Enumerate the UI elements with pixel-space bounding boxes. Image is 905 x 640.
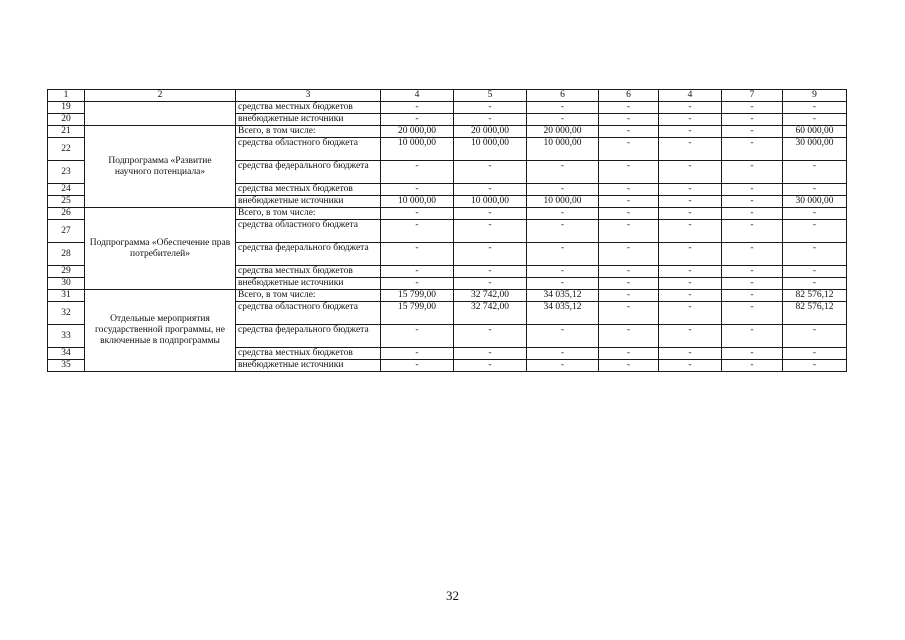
amount-cell: - — [527, 161, 599, 184]
amount-cell: 10 000,00 — [527, 138, 599, 161]
amount-cell: 20 000,00 — [527, 126, 599, 138]
amount-cell: - — [783, 161, 847, 184]
amount-cell: - — [454, 243, 527, 266]
amount-cell: - — [381, 266, 454, 278]
funding-source-cell: средства федерального бюджета — [236, 161, 381, 184]
amount-cell: - — [381, 161, 454, 184]
row-number-cell: 29 — [48, 266, 85, 278]
amount-cell: - — [381, 102, 454, 114]
funding-source-cell: внебюджетные источники — [236, 278, 381, 290]
amount-cell: - — [454, 102, 527, 114]
funding-source-cell: средства местных бюджетов — [236, 266, 381, 278]
program-name-cell: Отдельные мероприятия государственной программы, не включенные в подпрограммы — [85, 290, 236, 372]
amount-cell: - — [527, 348, 599, 360]
funding-source-cell: Всего, в том числе: — [236, 208, 381, 220]
amount-cell: - — [722, 102, 783, 114]
amount-cell: 20 000,00 — [381, 126, 454, 138]
amount-cell: - — [783, 114, 847, 126]
program-cell-empty — [85, 102, 236, 126]
page-number: 32 — [446, 588, 459, 603]
row-number-cell: 30 — [48, 278, 85, 290]
amount-cell: - — [783, 208, 847, 220]
amount-cell: - — [454, 360, 527, 372]
amount-cell: - — [599, 220, 659, 243]
table-row — [48, 208, 847, 220]
amount-cell: - — [527, 114, 599, 126]
funding-source-cell: Всего, в том числе: — [236, 290, 381, 302]
table-body — [48, 90, 847, 372]
amount-cell: - — [454, 325, 527, 348]
header-cell: 6 — [599, 90, 659, 102]
amount-cell: - — [527, 278, 599, 290]
header-cell: 4 — [659, 90, 722, 102]
amount-cell: - — [783, 266, 847, 278]
table-row — [48, 126, 847, 138]
amount-cell: - — [599, 278, 659, 290]
amount-cell: 10 000,00 — [454, 138, 527, 161]
amount-cell: - — [659, 278, 722, 290]
header-cell: 1 — [48, 90, 85, 102]
amount-cell: - — [659, 184, 722, 196]
amount-cell: - — [722, 278, 783, 290]
program-name-cell: Подпрограмма «Развитие научного потенциала» — [85, 126, 236, 208]
amount-cell: - — [454, 184, 527, 196]
amount-cell: - — [659, 196, 722, 208]
amount-cell: - — [722, 220, 783, 243]
amount-cell: - — [659, 102, 722, 114]
amount-cell: - — [454, 348, 527, 360]
row-number-cell: 24 — [48, 184, 85, 196]
amount-cell: - — [599, 126, 659, 138]
funding-source-cell: средства местных бюджетов — [236, 184, 381, 196]
row-number-cell: 28 — [48, 243, 85, 266]
amount-cell: - — [599, 266, 659, 278]
amount-cell: - — [527, 220, 599, 243]
table-row — [48, 102, 847, 114]
amount-cell: - — [722, 302, 783, 325]
amount-cell: - — [381, 184, 454, 196]
amount-cell: - — [783, 325, 847, 348]
amount-cell: - — [722, 138, 783, 161]
row-number-cell: 20 — [48, 114, 85, 126]
funding-source-cell: средства федерального бюджета — [236, 243, 381, 266]
amount-cell: - — [659, 302, 722, 325]
amount-cell: 60 000,00 — [783, 126, 847, 138]
amount-cell: - — [454, 161, 527, 184]
header-row — [48, 90, 847, 102]
amount-cell: - — [659, 360, 722, 372]
amount-cell: - — [599, 290, 659, 302]
funding-source-cell: средства областного бюджета — [236, 302, 381, 325]
row-number-cell: 31 — [48, 290, 85, 302]
funding-source-cell: внебюджетные источники — [236, 360, 381, 372]
row-number-cell: 21 — [48, 126, 85, 138]
row-number-cell: 35 — [48, 360, 85, 372]
amount-cell: - — [659, 114, 722, 126]
header-cell: 2 — [85, 90, 236, 102]
amount-cell: 30 000,00 — [783, 196, 847, 208]
amount-cell: - — [527, 360, 599, 372]
amount-cell: - — [527, 102, 599, 114]
amount-cell: - — [722, 325, 783, 348]
amount-cell: - — [381, 348, 454, 360]
amount-cell: - — [722, 208, 783, 220]
row-number-cell: 23 — [48, 161, 85, 184]
amount-cell: - — [381, 360, 454, 372]
row-number-cell: 22 — [48, 138, 85, 161]
funding-source-cell: средства федерального бюджета — [236, 325, 381, 348]
amount-cell: - — [599, 302, 659, 325]
amount-cell: - — [381, 243, 454, 266]
row-number-cell: 19 — [48, 102, 85, 114]
amount-cell: - — [659, 266, 722, 278]
amount-cell: - — [527, 184, 599, 196]
amount-cell: - — [783, 184, 847, 196]
amount-cell: - — [381, 114, 454, 126]
header-cell: 6 — [527, 90, 599, 102]
amount-cell: - — [659, 325, 722, 348]
funding-source-cell: средства местных бюджетов — [236, 102, 381, 114]
amount-cell: 82 576,12 — [783, 302, 847, 325]
table-row — [48, 290, 847, 302]
amount-cell: - — [783, 348, 847, 360]
amount-cell: 10 000,00 — [454, 196, 527, 208]
amount-cell: - — [722, 184, 783, 196]
amount-cell: 15 799,00 — [381, 290, 454, 302]
row-number-cell: 34 — [48, 348, 85, 360]
row-number-cell: 27 — [48, 220, 85, 243]
amount-cell: - — [722, 161, 783, 184]
amount-cell: 82 576,12 — [783, 290, 847, 302]
amount-cell: 32 742,00 — [454, 302, 527, 325]
amount-cell: - — [599, 360, 659, 372]
amount-cell: 30 000,00 — [783, 138, 847, 161]
amount-cell: - — [381, 220, 454, 243]
amount-cell: - — [381, 278, 454, 290]
amount-cell: 10 000,00 — [381, 138, 454, 161]
amount-cell: - — [659, 208, 722, 220]
amount-cell: - — [527, 208, 599, 220]
amount-cell: - — [599, 161, 659, 184]
amount-cell: - — [659, 220, 722, 243]
amount-cell: - — [599, 243, 659, 266]
amount-cell: - — [454, 208, 527, 220]
amount-cell: 34 035,12 — [527, 290, 599, 302]
program-name-cell: Подпрограмма «Обеспечение прав потребителей» — [85, 208, 236, 290]
row-number-cell: 33 — [48, 325, 85, 348]
amount-cell: - — [783, 220, 847, 243]
amount-cell: - — [659, 126, 722, 138]
budget-table — [47, 89, 847, 372]
amount-cell: - — [722, 290, 783, 302]
header-cell: 5 — [454, 90, 527, 102]
funding-source-cell: внебюджетные источники — [236, 114, 381, 126]
amount-cell: - — [527, 243, 599, 266]
amount-cell: - — [722, 126, 783, 138]
amount-cell: - — [454, 220, 527, 243]
amount-cell: - — [381, 325, 454, 348]
amount-cell: - — [599, 196, 659, 208]
amount-cell: - — [599, 114, 659, 126]
amount-cell: - — [599, 348, 659, 360]
funding-source-cell: средства областного бюджета — [236, 138, 381, 161]
amount-cell: - — [599, 208, 659, 220]
amount-cell: - — [599, 184, 659, 196]
amount-cell: - — [659, 161, 722, 184]
amount-cell: - — [454, 278, 527, 290]
amount-cell: 10 000,00 — [381, 196, 454, 208]
amount-cell: - — [599, 138, 659, 161]
amount-cell: - — [783, 102, 847, 114]
header-cell: 3 — [236, 90, 381, 102]
amount-cell: - — [783, 360, 847, 372]
header-cell: 7 — [722, 90, 783, 102]
amount-cell: 32 742,00 — [454, 290, 527, 302]
amount-cell: - — [722, 266, 783, 278]
funding-source-cell: средства областного бюджета — [236, 220, 381, 243]
amount-cell: 34 035,12 — [527, 302, 599, 325]
amount-cell: - — [527, 325, 599, 348]
amount-cell: 15 799,00 — [381, 302, 454, 325]
amount-cell: - — [454, 114, 527, 126]
row-number-cell: 25 — [48, 196, 85, 208]
amount-cell: - — [599, 325, 659, 348]
amount-cell: - — [381, 208, 454, 220]
funding-source-cell: средства местных бюджетов — [236, 348, 381, 360]
amount-cell: - — [659, 138, 722, 161]
amount-cell: - — [722, 360, 783, 372]
amount-cell: - — [783, 278, 847, 290]
amount-cell: - — [722, 114, 783, 126]
funding-source-cell: внебюджетные источники — [236, 196, 381, 208]
amount-cell: - — [599, 102, 659, 114]
amount-cell: - — [722, 243, 783, 266]
amount-cell: - — [527, 266, 599, 278]
amount-cell: - — [659, 243, 722, 266]
row-number-cell: 26 — [48, 208, 85, 220]
amount-cell: - — [659, 290, 722, 302]
amount-cell: - — [722, 196, 783, 208]
amount-cell: - — [783, 243, 847, 266]
amount-cell: 20 000,00 — [454, 126, 527, 138]
amount-cell: - — [454, 266, 527, 278]
funding-source-cell: Всего, в том числе: — [236, 126, 381, 138]
header-cell: 9 — [783, 90, 847, 102]
amount-cell: - — [722, 348, 783, 360]
amount-cell: - — [659, 348, 722, 360]
row-number-cell: 32 — [48, 302, 85, 325]
amount-cell: 10 000,00 — [527, 196, 599, 208]
header-cell: 4 — [381, 90, 454, 102]
